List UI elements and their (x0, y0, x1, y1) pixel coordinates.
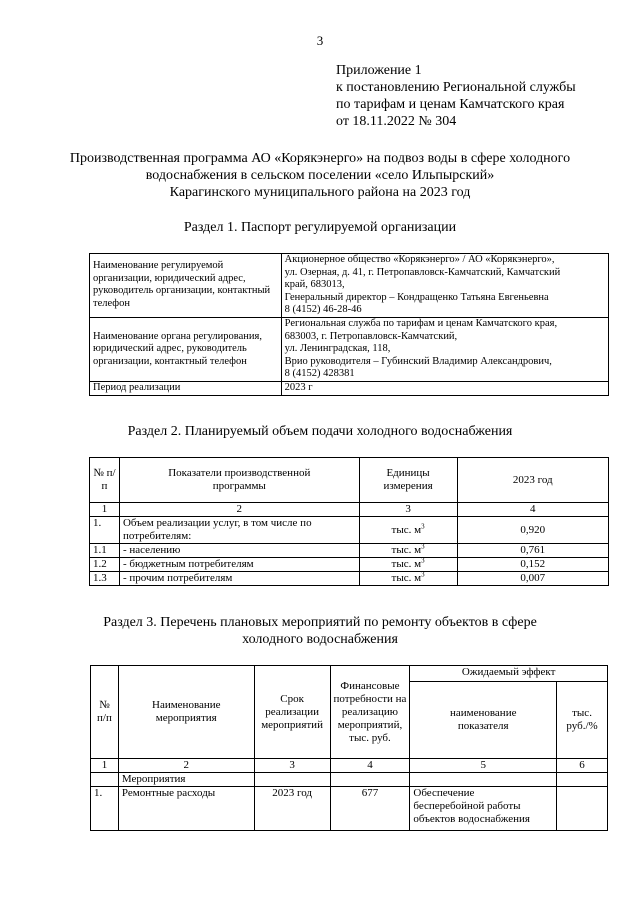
unit-text: тыс. м (391, 572, 422, 584)
empty-cell (410, 773, 557, 787)
row-unit (359, 558, 457, 572)
row-term: 2023 год (254, 787, 330, 831)
section3-heading (0, 614, 640, 648)
col-number: 3 (359, 503, 457, 517)
empty-cell (330, 773, 410, 787)
unit-text: тыс. м (391, 558, 422, 570)
unit-sup: 3 (421, 542, 425, 551)
table-row (90, 572, 609, 586)
row-name: - населению (119, 544, 359, 558)
appendix-line: от 18.11.2022 № 304 (336, 114, 457, 129)
value-line: Врио руководителя – Губинский Владимир Александрович, (284, 355, 552, 367)
section3-heading-line: холодного водоснабжения (242, 632, 398, 647)
col-number: 1 (90, 503, 120, 517)
row-unit (557, 787, 608, 831)
appendix-header (336, 62, 636, 130)
appendix-line: Приложение 1 (336, 63, 422, 78)
header-indicators: Показатели производственной программы (119, 458, 359, 503)
header-num: № п/п (90, 458, 120, 503)
header-num: № п/п (91, 666, 119, 759)
table-header-row (90, 458, 609, 503)
value-line: 8 (4152) 46-28-46 (284, 304, 362, 316)
row-num: 1. (90, 517, 120, 544)
row-value: 0,152 (457, 558, 608, 572)
title-line: Карагинского муниципального района на 2023 год (169, 185, 471, 200)
page-number: 3 (316, 33, 324, 48)
table-row (90, 517, 609, 544)
row-effect: Обеспечение бесперебойной работы объектов водоснабжения (410, 787, 557, 831)
col-number: 5 (410, 759, 557, 773)
header-unit: тыс. руб./% (557, 682, 608, 759)
section1-heading (0, 219, 640, 236)
value-line: ул. Озерная, д. 41, г. Петропавловск-Камчатский, Камчатский (284, 266, 561, 278)
value-line: край, 683013, (284, 279, 345, 291)
empty-cell (254, 773, 330, 787)
table-row (90, 381, 609, 395)
col-number: 1 (91, 759, 119, 773)
section1-heading-text: Раздел 1. Паспорт регулируемой организации (183, 220, 457, 235)
group-num-cell (91, 773, 119, 787)
group-row (91, 773, 608, 787)
row-name: Ремонтные расходы (118, 787, 254, 831)
passport-table (89, 253, 609, 396)
header-effect: Ожидаемый эффект (410, 666, 608, 682)
col-number: 4 (457, 503, 608, 517)
passport-value (281, 317, 608, 381)
value-line: 683003, г. Петропавловск-Камчатский, (284, 330, 458, 342)
table-row (90, 544, 609, 558)
row-value: 0,007 (457, 572, 608, 586)
passport-label: Наименование регулируемой организации, юридический адрес, руководитель организации, контактный телефон (90, 254, 282, 318)
row-value: 0,920 (457, 517, 608, 544)
value-line: Акционерное общество «Корякэнерго» / АО «Корякэнерго», (284, 254, 555, 265)
table-row (90, 254, 609, 318)
unit-sup: 3 (421, 570, 425, 579)
passport-value (281, 381, 608, 395)
row-num: 1.2 (90, 558, 120, 572)
title-line: Производственная программа АО «Корякэнерго» на подвоз воды в сфере холодного (69, 151, 571, 166)
table-row (90, 558, 609, 572)
volume-table (89, 457, 609, 586)
row-num: 1.3 (90, 572, 120, 586)
header-indicator-name: наименование показателя (410, 682, 557, 759)
unit-text: тыс. м (391, 544, 422, 556)
table-row (91, 787, 608, 831)
header-term: Срок реализации мероприятий (254, 666, 330, 759)
row-unit (359, 517, 457, 544)
unit-sup: 3 (421, 521, 425, 530)
header-units: Единицы измерения (359, 458, 457, 503)
row-name: - бюджетным потребителям (119, 558, 359, 572)
passport-value (281, 254, 608, 318)
value-line: Генеральный директор – Кондращенко Татьяна Евгеньевна (284, 291, 549, 303)
row-finance: 677 (330, 787, 410, 831)
appendix-line: по тарифам и ценам Камчатского края (336, 97, 565, 112)
col-number: 4 (330, 759, 410, 773)
passport-label: Период реализации (90, 381, 282, 395)
row-unit (359, 572, 457, 586)
row-num: 1.1 (90, 544, 120, 558)
document-title (20, 150, 620, 201)
section2-heading (0, 423, 640, 440)
row-name: Объем реализации услуг, в том числе по потребителям: (119, 517, 359, 544)
col-number: 2 (118, 759, 254, 773)
section2-heading-text: Раздел 2. Планируемый объем подачи холодного водоснабжения (127, 424, 513, 439)
unit-text: тыс. м (391, 523, 422, 536)
section3-heading-line: Раздел 3. Перечень плановых мероприятий по ремонту объектов в сфере (103, 615, 537, 630)
row-unit (359, 544, 457, 558)
value-line: ул. Ленинградская, 118, (284, 343, 391, 355)
group-label: Мероприятия (118, 773, 254, 787)
column-number-row (91, 759, 608, 773)
column-number-row (90, 503, 609, 517)
value-line: 8 (4152) 428381 (284, 368, 355, 380)
value-line: Региональная служба по тарифам и ценам Камчатского края, (284, 317, 558, 329)
col-number: 6 (557, 759, 608, 773)
activities-table (90, 665, 608, 831)
unit-sup: 3 (421, 556, 425, 565)
title-line: водоснабжения в сельском поселении «село Ильпырский» (145, 168, 495, 183)
row-name: - прочим потребителям (119, 572, 359, 586)
table-row (90, 317, 609, 381)
row-num: 1. (91, 787, 119, 831)
header-finance: Финансовые потребности на реализацию мероприятий, тыс. руб. (330, 666, 410, 759)
header-name: Наименование мероприятия (118, 666, 254, 759)
col-number: 2 (119, 503, 359, 517)
appendix-line: к постановлению Региональной службы (336, 80, 576, 95)
table-header-row (91, 666, 608, 682)
header-year: 2023 год (457, 458, 608, 503)
passport-label: Наименование органа регулирования, юридический адрес, руководитель организации, контактный телефон (90, 317, 282, 381)
col-number: 3 (254, 759, 330, 773)
empty-cell (557, 773, 608, 787)
row-value: 0,761 (457, 544, 608, 558)
value-line: 2023 г (284, 381, 313, 393)
